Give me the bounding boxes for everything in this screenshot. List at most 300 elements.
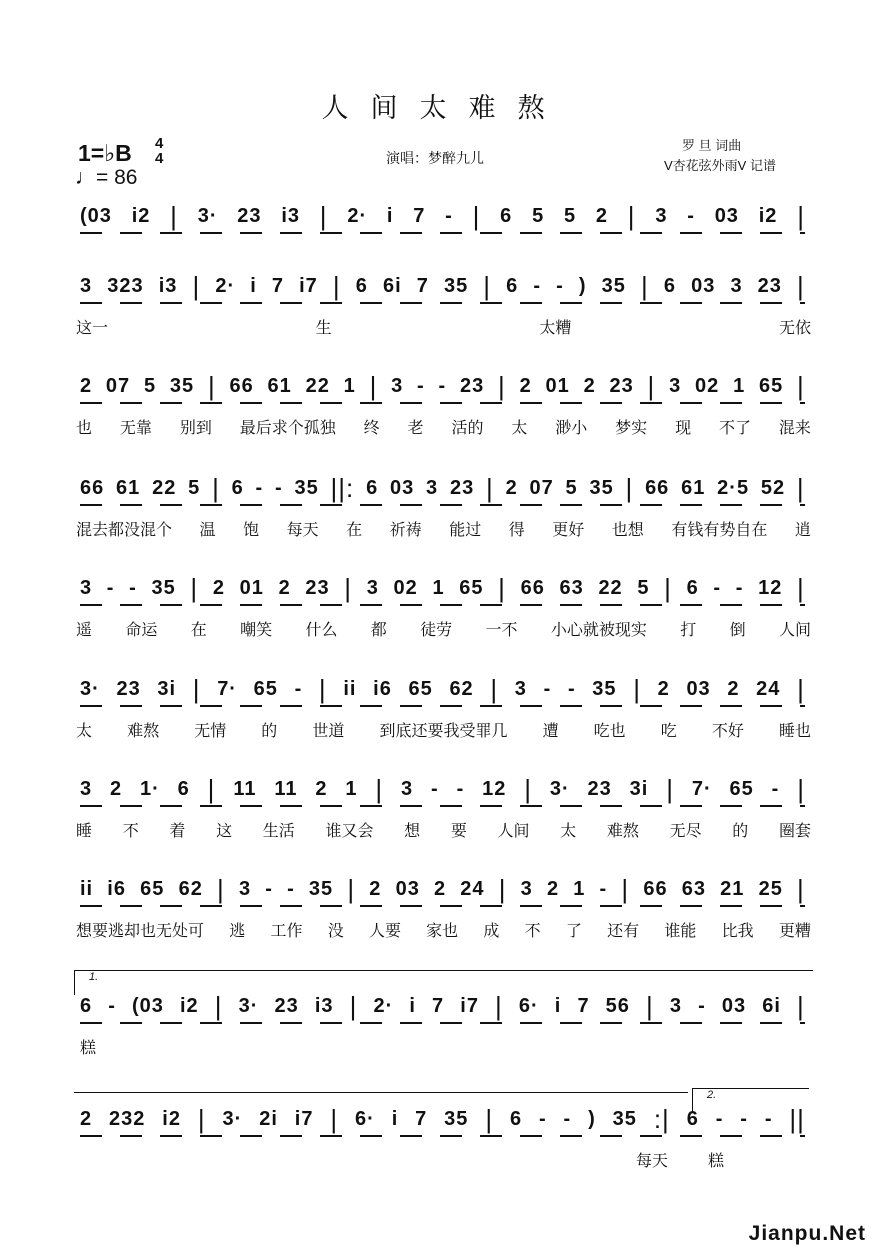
note-group: 3· [80, 678, 100, 700]
barline: | [472, 201, 481, 231]
song-title: 人间太难熬 [321, 93, 567, 123]
note-group: 23 [609, 375, 634, 397]
lyric-word: 工作 [270, 923, 303, 940]
first-ending-label: 1. [89, 971, 99, 983]
barline: | [641, 271, 649, 301]
note-group: (03 [80, 205, 112, 227]
lyric-word: 人要 [368, 923, 401, 940]
note-group: 35 [151, 577, 176, 599]
barline: | [797, 674, 805, 704]
notation-line [80, 874, 805, 904]
note-group: 07 [529, 477, 554, 499]
lyric-word: 的 [261, 723, 278, 740]
barline: | [190, 573, 199, 603]
note-group: 6 [663, 275, 676, 297]
note-group: - [764, 1108, 773, 1130]
note-group: 6i [762, 995, 781, 1017]
lyric-word: 这一 [76, 320, 109, 337]
note-group: 23 [274, 995, 299, 1017]
note-group: - [265, 878, 273, 900]
note-group: 3 [730, 275, 743, 297]
note-group: - [713, 577, 722, 599]
barline: | [207, 774, 216, 804]
note-group: 2· [215, 275, 236, 297]
note-group: i7 [460, 995, 479, 1017]
note-group: 7 [577, 995, 590, 1017]
barline: | [627, 201, 636, 231]
note-group: 2 [315, 778, 328, 800]
notation-line [80, 371, 805, 401]
lyric-word: 不好 [711, 723, 744, 740]
barline: | [797, 271, 805, 301]
lyric-line [76, 617, 811, 640]
lyric-word: 还有 [607, 923, 640, 940]
lyric-word: 想要逃却也无处可 [76, 923, 205, 940]
note-group: 03 [691, 275, 716, 297]
lyric-word: 遭 [542, 723, 559, 740]
lyric-word: 老 [407, 420, 424, 437]
barline: | [318, 674, 327, 704]
lyric-word: 混去都没混个 [76, 522, 173, 539]
note-group: 7 [416, 275, 429, 297]
barline: | [375, 774, 384, 804]
note-group: 65 [140, 878, 165, 900]
note-group: - [567, 678, 576, 700]
barline: | [797, 874, 805, 904]
note-group: 2 [80, 375, 93, 397]
lyric-word: 遥 [76, 622, 93, 639]
note-group: 6 [231, 477, 244, 499]
note-group: ii [80, 878, 94, 900]
lyric-word: 糕 [80, 1040, 97, 1057]
note-group: 01 [239, 577, 264, 599]
barline: | [524, 774, 532, 804]
note-group: 35 [612, 1108, 637, 1130]
note-group: 1 [345, 778, 358, 800]
note-group: 23 [116, 678, 141, 700]
note-group: 3· [222, 1108, 243, 1130]
note-group: - [543, 678, 552, 700]
lyric-word: 打 [680, 622, 697, 639]
barline: | [483, 271, 492, 301]
note-group: 3 [238, 878, 252, 900]
notation-line [80, 774, 805, 804]
barline: | [498, 371, 506, 401]
note-group: 66 [645, 477, 670, 499]
note-group: i3 [314, 995, 334, 1017]
lyric-word: 人间 [778, 622, 811, 639]
lyric-word: 逃 [229, 923, 246, 940]
note-group: 2 [434, 878, 447, 900]
note-group: 01 [545, 375, 570, 397]
lyric-word: 生 [315, 320, 332, 337]
note-group: 3 [669, 375, 682, 397]
note-group: 56 [605, 995, 630, 1017]
barline: | [666, 774, 674, 804]
barline: | [214, 991, 223, 1021]
note-group: 12 [758, 577, 783, 599]
note-group: 3i [157, 678, 177, 700]
barline: | [344, 573, 353, 603]
note-group: 25 [758, 878, 783, 900]
barline: | [347, 874, 356, 904]
note-group: 2 [546, 878, 560, 900]
lyric-word: 家也 [426, 923, 459, 940]
note-group: 22 [598, 577, 623, 599]
barline: | [797, 371, 805, 401]
barline: | [625, 473, 634, 503]
barline: | [207, 371, 216, 401]
barline: | [212, 473, 220, 503]
notation-line [80, 271, 805, 301]
note-group: 35 [601, 275, 626, 297]
lyric-word: 也 [76, 420, 93, 437]
note-group: i [391, 1108, 399, 1130]
lyric-word: 成 [483, 923, 500, 940]
note-group: ii [343, 678, 357, 700]
note-group: 2 [80, 1108, 93, 1130]
note-group: 23 [237, 205, 262, 227]
note-group: 35 [169, 375, 195, 397]
note-group: 12 [482, 778, 507, 800]
notation-line [80, 674, 805, 704]
lyric-word: 比我 [721, 923, 754, 940]
note-group: 65 [758, 375, 784, 397]
note-group: - [563, 1108, 572, 1130]
lyric-word: 圈套 [778, 823, 811, 840]
lyric-word: 吃也 [593, 723, 626, 740]
note-group: - [771, 778, 780, 800]
note-group: i3 [158, 275, 178, 297]
note-group: 5 [565, 477, 578, 499]
lyric-word: 最后求个孤独 [239, 420, 336, 437]
note-group: - [556, 275, 564, 297]
note-group: 5 [563, 205, 577, 227]
note-group: 03 [389, 477, 415, 499]
lyric-word: 别到 [179, 420, 212, 437]
note-group: - [438, 375, 447, 397]
lyric-word: 不了 [718, 420, 751, 437]
duration-underlines [80, 302, 805, 304]
barline: ||: [330, 473, 355, 503]
note-group: 62 [178, 878, 203, 900]
duration-underlines [80, 402, 805, 404]
duration-underlines [80, 1022, 805, 1024]
lyric-word: 什么 [305, 622, 338, 639]
note-group: 07 [105, 375, 131, 397]
note-group: 2 [519, 375, 532, 397]
lyric-line [76, 517, 811, 540]
note-group: 61 [681, 477, 706, 499]
barline: | [646, 991, 654, 1021]
lyric-word: 着 [169, 823, 186, 840]
lyric-word: 糕 [708, 1153, 725, 1170]
note-group: 22 [152, 477, 177, 499]
note-group: 3· [549, 778, 570, 800]
second-ending-bracket [692, 1088, 809, 1113]
barline: | [192, 674, 201, 704]
lyric-word: 梦实 [615, 420, 648, 437]
notation-line [80, 473, 805, 503]
singer-credit: 演唱：梦醉九儿 [386, 150, 484, 166]
lyric-word: 每天 [636, 1153, 669, 1170]
lyric-word: 要 [450, 823, 467, 840]
time-signature-top: 4 [155, 135, 164, 152]
note-group: 24 [460, 878, 485, 900]
barline: | [633, 674, 641, 704]
note-group: 5 [532, 205, 545, 227]
lyric-word: 温 [199, 522, 216, 539]
lyric-line [76, 1035, 815, 1058]
note-group: 1 [733, 375, 746, 397]
first-ending-bracket [74, 970, 813, 995]
note-group: 65 [729, 778, 754, 800]
lyric-word: 命运 [125, 622, 158, 639]
notation-line [80, 573, 805, 603]
barline: | [797, 201, 805, 231]
note-group: 6 [177, 778, 190, 800]
note-group: 7 [432, 995, 445, 1017]
barline: | [486, 473, 494, 503]
note-group: 7 [413, 205, 426, 227]
note-group: - [533, 275, 542, 297]
lyric-word: 太 [511, 420, 528, 437]
second-ending-label: 2. [707, 1089, 717, 1101]
note-group: 5 [143, 375, 157, 397]
key-signature: 1=♭B [78, 140, 132, 166]
note-group: - [275, 477, 283, 499]
barline: | [797, 774, 805, 804]
lyric-word: 也想 [611, 522, 644, 539]
time-signature-bottom: 4 [155, 150, 164, 167]
note-group: 2· [373, 995, 394, 1017]
note-group: - [108, 995, 116, 1017]
note-group: 61 [267, 375, 292, 397]
barline: | [332, 271, 341, 301]
lyric-word: 得 [508, 522, 525, 539]
note-group: - [698, 995, 706, 1017]
note-group: 3 [655, 205, 668, 227]
lyric-word: 更好 [552, 522, 585, 539]
note-group: 03 [714, 205, 739, 227]
lyric-word: 无情 [194, 723, 227, 740]
note-group: 35 [308, 878, 334, 900]
note-group: i2 [179, 995, 199, 1017]
lyric-word: 太 [76, 723, 93, 740]
barline: | [319, 201, 328, 231]
note-group: - [538, 1108, 547, 1130]
lyric-word: 谁能 [664, 923, 697, 940]
watermark: Jianpu.Net [748, 1222, 866, 1245]
barline: | [369, 371, 378, 401]
note-group: - [431, 778, 439, 800]
note-group: 3· [238, 995, 259, 1017]
barline: | [498, 874, 507, 904]
note-group: 03 [395, 878, 420, 900]
lyric-word: 睡也 [778, 723, 811, 740]
lyric-word: 不 [122, 823, 139, 840]
note-group: (03 [131, 995, 164, 1017]
lyric-word: 小心就被现实 [550, 622, 647, 639]
lyric-word: 一不 [485, 622, 518, 639]
note-group: 1 [573, 878, 586, 900]
lyric-line [76, 918, 811, 941]
lyric-word: 世道 [312, 723, 345, 740]
lyric-word: 难熬 [127, 723, 160, 740]
note-group: ) [588, 1108, 596, 1130]
note-group: 11 [274, 778, 298, 800]
barline: | [495, 991, 503, 1021]
note-group: 6 [366, 477, 379, 499]
note-group: 61 [116, 477, 141, 499]
note-group: i2 [162, 1108, 181, 1130]
note-group: i [386, 205, 394, 227]
composer-credit: 罗 旦 词曲 [682, 138, 742, 153]
note-group: 3 [426, 477, 439, 499]
note-group: 23 [587, 778, 612, 800]
note-group: 02 [695, 375, 720, 397]
lyric-word: 太糟 [539, 320, 572, 337]
note-group: 7· [217, 678, 237, 700]
lyric-line [76, 818, 811, 841]
note-group: i6 [373, 678, 392, 700]
note-group: i2 [131, 205, 151, 227]
lyric-word: 的 [732, 823, 749, 840]
note-group: 2·5 [717, 477, 750, 499]
note-group: 63 [559, 577, 584, 599]
note-group: 65 [408, 678, 433, 700]
lyric-line [76, 315, 811, 338]
lyric-word: 吃 [660, 723, 677, 740]
note-group: 6 [506, 275, 519, 297]
barline: :| [653, 1104, 670, 1134]
note-group: i [409, 995, 416, 1017]
barline: | [192, 271, 201, 301]
lyric-word: 倒 [729, 622, 746, 639]
note-group: - [287, 878, 295, 900]
note-group: 2 [212, 577, 225, 599]
note-group: 35 [443, 275, 469, 297]
barline: | [797, 573, 805, 603]
repeat-line [74, 1092, 688, 1117]
note-group: 5 [188, 477, 201, 499]
note-group: 6· [355, 1108, 375, 1130]
note-group: 66 [643, 878, 668, 900]
lyric-word: 人间 [497, 823, 530, 840]
note-group: 6· [518, 995, 539, 1017]
lyric-line [76, 1148, 888, 1171]
note-group: - [255, 477, 264, 499]
notation-line [80, 991, 805, 1021]
note-group: 3 [401, 778, 414, 800]
lyric-word: 睡 [76, 823, 93, 840]
lyric-word: 都 [370, 622, 387, 639]
note-group: 5 [637, 577, 650, 599]
note-group: 35 [294, 477, 319, 499]
lyric-word: 不 [524, 923, 541, 940]
lyric-word: 想 [404, 823, 421, 840]
note-group: 65 [459, 577, 484, 599]
note-group: 23 [449, 477, 475, 499]
note-group: 23 [305, 577, 330, 599]
note-group: 23 [459, 375, 485, 397]
lyric-line [76, 718, 811, 741]
note-group: 1 [432, 577, 445, 599]
lyric-word: 饱 [243, 522, 260, 539]
note-group: 7· [691, 778, 712, 800]
duration-underlines [80, 905, 805, 907]
note-group: 3 [520, 878, 533, 900]
barline: | [330, 1104, 339, 1134]
lyric-word: 无尽 [669, 823, 702, 840]
note-group: - [715, 1108, 724, 1130]
lyric-word: 到底还要我受罪几 [379, 723, 508, 740]
notation-line [80, 201, 805, 231]
note-group: 2 [369, 878, 382, 900]
note-group: 3· [197, 205, 218, 227]
lyric-word: 渺小 [555, 420, 588, 437]
note-group: 21 [720, 878, 745, 900]
note-group: i7 [294, 1108, 314, 1130]
note-group: - [417, 375, 425, 397]
lyric-word: 逍 [794, 522, 811, 539]
note-group: 2 [595, 205, 608, 227]
note-group: 3 [80, 275, 93, 297]
barline: | [485, 1104, 494, 1134]
barline: | [498, 573, 506, 603]
lyric-word: 难熬 [606, 823, 639, 840]
barline: | [170, 201, 178, 231]
note-group: 66 [229, 375, 254, 397]
note-group: - [740, 1108, 748, 1130]
note-group: 02 [393, 577, 418, 599]
lyric-line [76, 415, 811, 438]
barline: | [664, 573, 672, 603]
duration-underlines [80, 805, 805, 807]
barline: | [217, 874, 225, 904]
barline: | [621, 874, 630, 904]
lyric-word: 无靠 [119, 420, 152, 437]
note-group: 3 [669, 995, 682, 1017]
note-group: 66 [520, 577, 545, 599]
note-group: 2· [347, 205, 368, 227]
note-group: 2 [583, 375, 596, 397]
note-group: i6 [107, 878, 126, 900]
tempo-marking: ♩= 86 [75, 166, 138, 189]
note-group: - [294, 678, 303, 700]
note-group: i [554, 995, 562, 1017]
time-signature [155, 136, 163, 166]
duration-underlines [80, 504, 805, 506]
note-group: - [687, 205, 695, 227]
note-group: 323 [107, 275, 144, 297]
lyric-word: 嘲笑 [240, 622, 273, 639]
note-group: 2i [259, 1108, 278, 1130]
note-group: 6 [509, 1108, 523, 1130]
duration-underlines [80, 705, 805, 707]
note-group: 11 [233, 778, 257, 800]
note-group: i [250, 275, 257, 297]
lyric-word: 更糟 [778, 923, 811, 940]
note-group: 6i [382, 275, 402, 297]
barline: | [490, 674, 499, 704]
transcriber-credit: V杏花弦外雨V 记谱 [664, 158, 776, 173]
duration-underlines [80, 232, 805, 234]
lyric-word: 这 [216, 823, 233, 840]
lyric-word: 终 [363, 420, 380, 437]
note-group: 22 [305, 375, 330, 397]
note-group: 7 [415, 1108, 428, 1130]
